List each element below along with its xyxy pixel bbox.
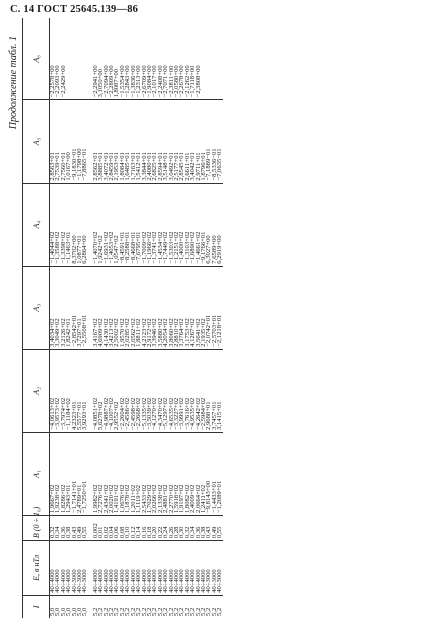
- table-cell: 0,32: [185, 516, 190, 541]
- table-cell: 40÷3000: [82, 541, 87, 596]
- table-cell: 40÷3000: [212, 541, 217, 596]
- table-cell: 1,9667+02: [50, 432, 56, 515]
- table-cell: 0,04: [109, 516, 114, 541]
- table-cell: 2,0664+02: [196, 432, 201, 515]
- table-cell: −1,4433+01: [212, 432, 217, 515]
- table-cell: 2,8563+01: [50, 100, 56, 183]
- table-cell: −8,4668+01: [131, 183, 136, 266]
- table-cell: 1,8084+01: [120, 100, 125, 183]
- table-cell: 1,9242+02: [98, 183, 103, 266]
- table-cell: 0,26: [169, 516, 174, 541]
- table-cell: 3,4072+01: [104, 100, 109, 183]
- table-cell: 2,8594+01: [158, 100, 163, 183]
- table-cell: 4,6909+02: [98, 266, 103, 349]
- table-cell: 1,8082+02: [185, 432, 190, 515]
- table-cell: 2,7276+02: [98, 432, 103, 515]
- table-cell: 40÷4000: [98, 541, 103, 596]
- table-cell: 0,43: [72, 516, 77, 541]
- table-cell: 1,2943+01: [66, 432, 71, 515]
- table-cell: 40÷4000: [158, 541, 163, 596]
- table-cell: 40÷4000: [196, 541, 201, 596]
- table-cell: −7,6795+01: [136, 183, 141, 266]
- table-cell: 40÷4000: [163, 541, 168, 596]
- table-cell: −2,2604+02: [120, 349, 125, 432]
- table-cell: 3,7297+01: [77, 266, 82, 349]
- table-cell: 4,1430+02: [104, 266, 109, 349]
- table-cell: 1,0167+00: [66, 100, 71, 183]
- table-cell: −3,9991+02: [179, 349, 184, 432]
- table-cell: −1,3741+02: [152, 183, 157, 266]
- table-cell: −3,7974+02: [61, 349, 66, 432]
- table-cell: 5,2: [145, 607, 153, 616]
- table-cell: −2,5508+01: [82, 266, 87, 349]
- table-cell: −2,7094+00: [104, 18, 109, 100]
- table-cell: 5,2: [91, 607, 99, 616]
- table-cell: 1,1119+02: [136, 432, 141, 515]
- table-cell: −1,1463+01: [66, 183, 71, 266]
- table-cell: 3,5641+02: [196, 266, 201, 349]
- table-cell: 3,5880+02: [158, 266, 163, 349]
- table-cell: 40÷4000: [185, 541, 190, 596]
- table-cell: −2,6709+00: [142, 18, 147, 100]
- table-cell: 4,2323+01: [72, 349, 77, 432]
- table-cell: 5,2: [172, 607, 180, 616]
- table-row: [217, 18, 222, 618]
- table-cell: −2,2941+00: [93, 18, 98, 100]
- table-cell: −4,1270+02: [152, 349, 157, 432]
- table-cell: −2,2668+02: [136, 349, 141, 432]
- table-cell: 2,5433+02: [142, 432, 147, 515]
- table-cell: −1,6931+02: [104, 183, 109, 266]
- table-cell: 40÷4000: [142, 541, 147, 596]
- table-cell: −2,5984+02: [201, 349, 206, 432]
- table-cell: 5,2: [194, 607, 202, 616]
- table-cell: −2,2429+00: [61, 18, 66, 100]
- table-cell: −1,4661+02: [196, 183, 201, 266]
- table-cell: 0,49: [212, 516, 217, 541]
- table-cell: −2,0742+01: [206, 266, 211, 349]
- table-cell: 3,9293+01: [82, 349, 87, 432]
- table-cell: 3,4167+02: [93, 266, 98, 349]
- table-cell: −4,3470+02: [158, 349, 163, 432]
- table-cell: 2,1935+02: [201, 266, 206, 349]
- table-cell: 2,5177+01: [174, 100, 179, 183]
- table-cell: −1,2089+01: [217, 432, 222, 515]
- table-cell: −8,4591+01: [120, 183, 125, 266]
- table-cell: 1,0877+01: [77, 183, 82, 266]
- table-cell: 0,36: [61, 516, 66, 541]
- table-cell: 1,2011+02: [131, 432, 136, 515]
- table-cell: 5,0: [76, 607, 84, 616]
- table-cell: 40÷4000: [147, 541, 152, 596]
- col-header: A₆: [23, 18, 50, 100]
- table-cell: 0,28: [174, 516, 179, 541]
- table-cell: 2,0266+02: [152, 432, 157, 515]
- table-cell: 2,4009+02: [190, 432, 195, 515]
- table-cell: −9,8143+00: [206, 432, 211, 515]
- table-cell: 40÷4000: [125, 541, 130, 596]
- col-header: A₁: [23, 432, 50, 515]
- table-cell: 3,2126+02: [61, 266, 66, 349]
- table-cell: −8,5336−01: [212, 100, 217, 183]
- table-cell: 5,2: [118, 607, 126, 616]
- table-cell: −3,5039+02: [147, 349, 152, 432]
- table-cell: 0,01: [98, 516, 103, 541]
- table-cell: −2,1017+00: [152, 18, 157, 100]
- table-cell: 5,6278+02: [98, 349, 103, 432]
- table-cell: −4,6535+02: [169, 349, 174, 432]
- table-cell: −1,3836+00: [131, 18, 136, 100]
- table-cell: 5,2: [199, 607, 207, 616]
- table-cell: 5,2: [189, 607, 197, 616]
- table-cell: 0,20: [152, 516, 157, 541]
- table-cell: 3,8885+01: [98, 100, 103, 183]
- table-cell: −2,4598+02: [131, 349, 136, 432]
- table-cell: −1,3398+02: [61, 183, 66, 266]
- table-cell: 40÷4000: [114, 541, 119, 596]
- rotated-table-area: [6, 18, 420, 618]
- table-cell: 0,55: [82, 516, 87, 541]
- table-cell: 3,1415+01: [217, 349, 222, 432]
- table-cell: 40÷4000: [152, 541, 157, 596]
- table-cell: 1,5918+02: [174, 432, 179, 515]
- col-header: A₃: [23, 266, 50, 349]
- table-cell: 40÷4000: [93, 541, 98, 596]
- table-cell: −2,2408+00: [158, 18, 163, 100]
- table-cell: 1,8242+01: [66, 266, 71, 349]
- table-cell: −4,9535+02: [190, 349, 195, 432]
- table-cell: −1,9084+00: [147, 18, 152, 100]
- table-cell: 2,0562+02: [131, 266, 136, 349]
- table-cell: 1,7029+02: [147, 432, 152, 515]
- table-cell: 2,5002+02: [114, 266, 119, 349]
- table-cell: 5,2: [129, 607, 137, 616]
- table-cell: 2,9172+02: [147, 266, 152, 349]
- table-cell: 2,8810+02: [174, 266, 179, 349]
- table-cell: 40÷4000: [174, 541, 179, 596]
- table-cell: −2,2678+00: [179, 18, 184, 100]
- table-cell: −7,8865−01: [82, 100, 87, 183]
- table-cell: 40÷4000: [61, 541, 66, 596]
- table-cell: −2,1262+00: [185, 18, 190, 100]
- table-cell: −1,3588+02: [55, 183, 60, 266]
- table-cell: 5,0: [65, 607, 73, 616]
- table-cell: −4,0851+02: [93, 349, 98, 432]
- table-cell: 4,1267+02: [190, 266, 195, 349]
- table-cell: 5,0: [59, 607, 67, 616]
- table-cell: 40÷3000: [77, 541, 82, 596]
- table-cell: −2,3811+00: [169, 18, 174, 100]
- table-cell: 2,6825+01: [152, 100, 157, 183]
- table-cell: −2,1218+01: [217, 266, 222, 349]
- table-cell: 5,2: [156, 607, 164, 616]
- table-cell: 40÷4000: [131, 541, 136, 596]
- table-cell: −1,7449+02: [163, 183, 168, 266]
- table-cell: −3,3227+02: [174, 349, 179, 432]
- table-cell: 3,3946+02: [152, 266, 157, 349]
- table-cell: −2,3808+00: [196, 18, 201, 100]
- table-cell: 0,06: [114, 516, 119, 541]
- col-header: A₅: [23, 100, 50, 183]
- table-cell: 3,3844+01: [142, 100, 147, 183]
- table-cell: 5,0: [49, 607, 56, 616]
- table-cell: 2,8545+01: [179, 100, 184, 183]
- table-cell: 0,002: [93, 516, 98, 541]
- table-cell: 2,9552+02: [114, 349, 119, 432]
- continuation-caption: Продолжение табл. 1: [8, 36, 19, 130]
- table-cell: −1,2151+02: [174, 183, 179, 266]
- table-cell: [217, 18, 222, 100]
- table-cell: −5,1335+02: [142, 349, 147, 432]
- table-cell: −1,6890+02: [190, 183, 195, 266]
- table-cell: 1,9197+02: [179, 432, 184, 515]
- table-cell: 6,2919+00: [217, 183, 222, 266]
- table-cell: 0,18: [147, 516, 152, 541]
- table-cell: 0,34: [55, 516, 60, 541]
- table-cell: 1,0676+02: [120, 432, 125, 515]
- table-cell: 2,6611+01: [185, 100, 190, 183]
- table-header-row: [23, 18, 50, 618]
- col-header: A₂: [23, 349, 50, 432]
- table-cell: 5,2: [97, 607, 105, 616]
- table-cell: −1,7009+02: [142, 183, 147, 266]
- table-cell: 5,2: [205, 607, 213, 616]
- table-cell: 3,4034+02: [50, 266, 56, 349]
- table-cell: −1,7118+00: [190, 18, 195, 100]
- table-cell: 3,4213+02: [109, 266, 114, 349]
- table-cell: 1,4191+02: [114, 432, 119, 515]
- table-cell: 3,4042+01: [190, 100, 195, 183]
- table-cell: 5,2: [124, 607, 132, 616]
- table-cell: 5,2: [140, 607, 148, 616]
- table-cell: 5,5577+01: [77, 349, 82, 432]
- table-cell: 0,12: [131, 516, 136, 541]
- table-cell: −1,5354+00: [120, 18, 125, 100]
- table-cell: 3,1050+00: [98, 18, 103, 100]
- table-cell: 5,2: [183, 607, 191, 616]
- table-cell: 1,0547+02: [114, 183, 119, 266]
- table-cell: −1,4534+02: [158, 183, 163, 266]
- table-cell: 5,2: [108, 607, 116, 616]
- table-cell: −4,9887+02: [104, 349, 109, 432]
- table-cell: 40÷4000: [66, 541, 71, 596]
- table-cell: −1,2843+00: [125, 18, 130, 100]
- table-cell: 0,34: [190, 516, 195, 541]
- table-cell: 2,4341+02: [104, 432, 109, 515]
- table-cell: 40÷4000: [120, 541, 125, 596]
- table-cell: 3,3764+02: [179, 266, 184, 349]
- table-cell: −4,2642+02: [196, 349, 201, 432]
- table-cell: 2,0020+02: [109, 432, 114, 515]
- table-cell: −2,7071+00: [163, 18, 168, 100]
- table-cell: 4,2123+02: [142, 266, 147, 349]
- table-cell: 1,8811+02: [136, 266, 141, 349]
- table-cell: 0,22: [158, 516, 163, 541]
- table-cell: 5,2: [113, 607, 121, 616]
- table-cell: 5,2: [162, 607, 170, 616]
- table-cell: 5,2: [216, 607, 224, 616]
- table-cell: 0,08: [120, 516, 125, 541]
- table-cell: 0,38: [201, 516, 206, 541]
- table-cell: 2,1953+01: [114, 100, 119, 183]
- table-cell: −1,1798+00: [77, 100, 82, 183]
- table-cell: 40÷4000: [190, 541, 195, 596]
- table-cell: −7,0635−01: [217, 100, 222, 183]
- table-cell: −1,7250+01: [82, 432, 87, 515]
- table-cell: 5,2: [102, 607, 110, 616]
- table-cell: 2,4881+02: [163, 432, 168, 515]
- table-cell: −1,5303+02: [169, 183, 174, 266]
- table-cell: 0,38: [66, 516, 71, 541]
- table-cell: 0,32: [50, 516, 56, 541]
- table-cell: 2,2770+02: [169, 432, 174, 515]
- table-cell: −1,2313+00: [136, 18, 141, 100]
- table-cell: 0,24: [163, 516, 168, 541]
- table-cell: 1,8796+01: [201, 100, 206, 183]
- table-cell: 40÷4000: [179, 541, 184, 596]
- table-cell: 1,9238+02: [55, 432, 60, 515]
- table-cell: −2,2809+00: [109, 18, 114, 100]
- table-cell: 0,14: [136, 516, 141, 541]
- table-cell: 7,6589+00: [212, 183, 217, 266]
- table-cell: 5,2: [178, 607, 186, 616]
- table-cell: 2,8562+01: [93, 100, 98, 183]
- col-header: A₄: [23, 183, 50, 266]
- table-cell: 2,1338+02: [158, 432, 163, 515]
- table-cell: 1,8286+02: [61, 432, 66, 515]
- table-cell: −2,8542+01: [72, 266, 77, 349]
- table-cell: 3,1753+02: [185, 266, 190, 349]
- table-cell: 4,2054+02: [163, 266, 168, 349]
- table-cell: −1,4070+02: [93, 183, 98, 266]
- table-cell: 40÷4000: [50, 541, 56, 596]
- table-cell: −4,0613+02: [50, 349, 56, 432]
- table-cell: 0,30: [179, 516, 184, 541]
- table-cell: 6,3027+00: [206, 183, 211, 266]
- table-cell: 2,8459+01: [109, 100, 114, 183]
- table-cell: 40÷4000: [201, 541, 206, 596]
- table-cell: −1,4000+02: [179, 183, 184, 266]
- table-cell: 1,6485+01: [125, 100, 130, 183]
- table-cell: 1,5412+01: [136, 100, 141, 183]
- table-cell: 0,02: [104, 516, 109, 541]
- table-cell: 40÷4000: [55, 541, 60, 596]
- table-cell: 40÷4000: [109, 541, 114, 596]
- table-cell: 5,2: [135, 607, 143, 616]
- table-cell: 5,2: [167, 607, 175, 616]
- table-cell: 40÷3000: [206, 541, 211, 596]
- table-cell: 0,43: [206, 516, 211, 541]
- table-cell: −2,5703+01: [212, 266, 217, 349]
- table-cell: −3,9573+02: [55, 349, 60, 432]
- table-cell: 0,55: [217, 516, 222, 541]
- table-cell: 5,2: [210, 607, 218, 616]
- table-cell: −2,2093+00: [55, 18, 60, 100]
- table-cell: 5,0: [70, 607, 78, 616]
- table-cell: 2,7560+01: [61, 100, 66, 183]
- table-cell: 1,1878+02: [125, 432, 130, 515]
- table-cell: 5,2: [151, 607, 159, 616]
- col-header: B (0 ÷ 1₀): [23, 516, 50, 541]
- table-cell: 40÷4000: [104, 541, 109, 596]
- table-cell: 3,7457+01: [212, 349, 217, 432]
- table-cell: −2,4586+02: [125, 349, 130, 432]
- col-header: I: [23, 595, 50, 618]
- table-cell: −2,0580+00: [174, 18, 179, 100]
- table-cell: 0,49: [77, 516, 82, 541]
- table-cell: −4,1007+02: [109, 349, 114, 432]
- table-cell: 6,2864+00: [82, 183, 87, 266]
- table-cell: 5,0: [54, 607, 62, 616]
- coefficient-table: [22, 18, 223, 618]
- table-cell: −1,1966+02: [147, 183, 152, 266]
- table-cell: 0,10: [125, 516, 130, 541]
- table-cell: 3,0492+01: [169, 100, 174, 183]
- table-cell: 2,0285+02: [125, 266, 130, 349]
- table-cell: −1,7141+01: [72, 432, 77, 515]
- table-cell: 3,3049+02: [55, 266, 60, 349]
- table-cell: −1,4044+02: [50, 183, 56, 266]
- table-cell: −7,1889−01: [206, 100, 211, 183]
- table-cell: −1,3103+02: [185, 183, 190, 266]
- table-cell: −3,7616+02: [185, 349, 190, 432]
- table-cell: 8,3702+00: [72, 183, 77, 266]
- table-cell: 0,16: [142, 516, 147, 541]
- table-cell: 2,4789+01: [77, 432, 82, 515]
- table-cell: 1,9570+02: [120, 266, 125, 349]
- table-body: [50, 18, 223, 618]
- table-cell: 1,9982+02: [93, 432, 98, 515]
- col-header: E, в нТл: [23, 541, 50, 596]
- table-cell: 0,36: [196, 516, 201, 541]
- table-cell: −5,1297+02: [163, 349, 168, 432]
- table-cell: −1,4053+02: [109, 183, 114, 266]
- table-cell: 2,9688+01: [206, 349, 211, 432]
- table-cell: 3,5148+01: [163, 100, 168, 183]
- table-cell: 2,7539+01: [55, 100, 60, 183]
- table-cell: 40÷3000: [217, 541, 222, 596]
- table-cell: −8,2588+01: [125, 183, 130, 266]
- table-cell: 40÷4000: [169, 541, 174, 596]
- table-cell: 1,8087+00: [114, 18, 119, 100]
- table-cell: 1,2411+02: [201, 432, 206, 515]
- table-cell: 40÷4000: [136, 541, 141, 596]
- page-header: С. 14 ГОСТ 25645.139—86: [10, 4, 139, 15]
- table-cell: −1,1184+02: [66, 349, 71, 432]
- table-cell: 5,0: [81, 607, 89, 616]
- table-cell: 40÷3000: [72, 541, 77, 596]
- table-cell: −9,1766+01: [201, 183, 206, 266]
- table-cell: 2,9711+01: [196, 100, 201, 183]
- table-cell: −2,2578+00: [50, 18, 56, 100]
- table-cell: 3,8060+02: [169, 266, 174, 349]
- table-cell: 2,4080+01: [147, 100, 152, 183]
- table-cell: 1,7163+01: [131, 100, 136, 183]
- table-cell: −9,1830−01: [72, 100, 77, 183]
